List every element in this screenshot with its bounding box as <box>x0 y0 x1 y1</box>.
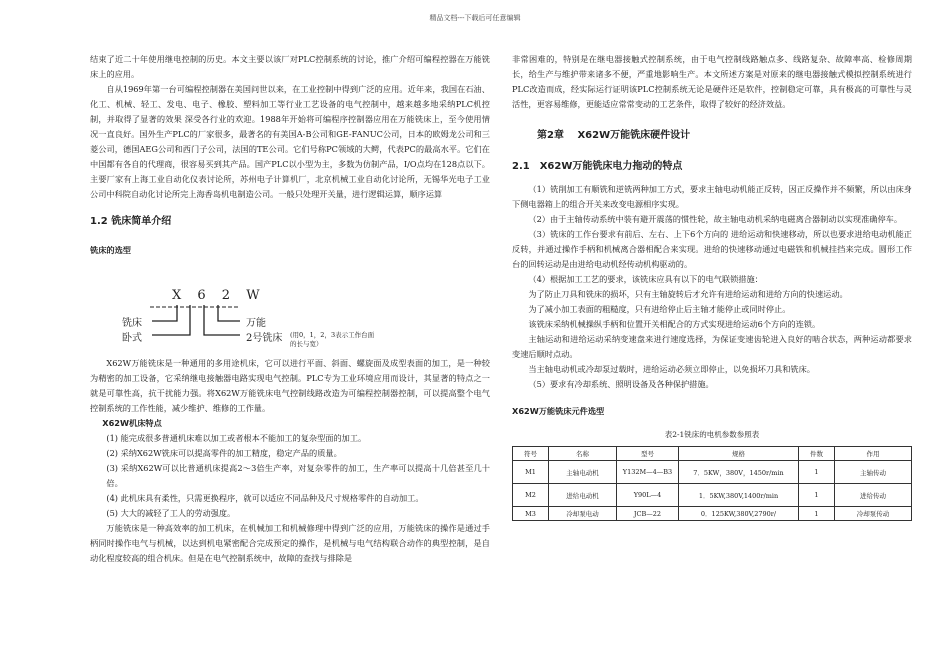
column-header: 规格 <box>679 447 799 461</box>
list-item: 主轴运动和进给运动采纳变速盘来进行速度选择，为保证变速齿轮进入良好的啮合状态，两种运动都要求变速后顺时点动。 <box>512 334 912 359</box>
model-code: X 6 2 W <box>172 288 266 303</box>
list-item: (3) 采纳X62W可以比普通机床提高2～3倍生产率，对复杂零件的加工，生产率可以提高十几倍甚至几十倍。 <box>106 463 490 488</box>
list-item: (1) 能完成很多普通机床难以加工或者根本不能加工的复杂型面的加工。 <box>106 433 367 443</box>
table-cell: M2 <box>513 484 549 507</box>
label-milling: 铣床 <box>122 318 142 329</box>
table-cell: 1 <box>799 484 835 507</box>
motor-parameter-table <box>512 446 912 521</box>
list-item: (2) 采纳X62W铣床可以提高零件的加工精度，稳定产品的质量。 <box>106 448 342 458</box>
model-code-diagram <box>90 258 490 350</box>
paragraph: 自从1969年第一台可编程控制器在美国问世以来，在工业控制中得到广泛的应用。近年来，我国在石油、化工、机械、轻工、发电、电子、橡胶、塑料加工等行业工艺设备的电气控制中，越来越多地采纳PLC机控制，并取得了显著的效果 深受各行业的欢迎。1988年开始将可编程序控制器应用在万能铣床上，至今使用情况一直良好。国外生产PLC的厂家很多，最著名的有美国A-B公司和GE-FANUC公司，日本的欧姆龙公司和三菱公司，德国AEG公司和西门子公司，法国的TE公司。它们号称PC领域的大鳄，代表PC的最高水平。它们在中国都有各自的代理商，很容易买到其产品。国产PLC以小型为主，多数为仿制产品，I/O点均在128点以下。主要厂家有上海工业自动化仪表讨论所，苏州电子计算机厂，北京机械工业自动化讨论所，无锡华光电子工业公司中科院自动化讨论所完上海香岛机电制造公司。一般只处理开关量，进行逻辑运算，顺序运算 <box>90 84 490 199</box>
list-item: 该铣床采纳机械操纵手柄和位置开关相配合的方式实现进给运动6个方向的连锁。 <box>528 319 821 329</box>
label-horizontal: 卧式 <box>122 333 142 344</box>
table-cell: 冷却泵电动 <box>549 507 617 521</box>
list-item: （2）由于主轴传动系统中装有避开震荡的惯性轮，故主轴电动机采纳电磁离合器制动以实现准确停车。 <box>528 214 903 224</box>
table-cell: 冷却泵传动 <box>835 507 912 521</box>
table-cell: 主轴电动机 <box>549 461 617 484</box>
table-cell: 进给电动机 <box>549 484 617 507</box>
column-header: 名称 <box>549 447 617 461</box>
table-cell: M3 <box>513 507 549 521</box>
table-cell: 1 <box>799 461 835 484</box>
subheading: 铣床的选型 <box>90 245 131 255</box>
paragraph: 非常困难的，特别是在继电器接触式控制系统，由于电气控制线路触点多、线路复杂、故障率高、检修周期长，给生产与维护带来诸多不便，严重地影响生产。本文所述方案是对原来的继电器接触式模拟控制系统进行PLC改造而成，经实际运行证明该PLC控制系统无论是硬件还是软件，控制稳定可靠，具有极高的可靠性与灵活性，更容易维修，更能适应常常变动的工艺条件，取得了较好的经济效益。 <box>512 54 912 109</box>
column-header: 作用 <box>835 447 912 461</box>
label-table-size-2: 的长与宽） <box>290 340 323 348</box>
list-item: （1）铣削加工有顺铣和逆铣两种加工方式，要求主轴电动机能正反转，因正反操作并不频繁，所以由床身下侧电器箱上的组合开关来改变电源相序实现。 <box>512 184 912 209</box>
table-cell: 进给传动 <box>835 484 912 507</box>
table-row <box>513 461 912 484</box>
section-heading: 2.1 X62W万能铣床电力拖动的特点 <box>512 161 683 172</box>
list-item: 为了防止刀具和铣床的损坏，只有主轴旋转后才允许有进给运动和进给方向的快速运动。 <box>528 289 848 299</box>
chapter-heading: 第2章 X62W万能铣床硬件设计 <box>537 130 691 141</box>
page-header: 精品文档---下载后可任意编辑 <box>429 14 521 22</box>
paragraph: 万能铣床是一种高效率的加工机床，在机械加工和机械修理中得到广泛的应用，万能铣床的操作是通过手柄同时操作电气与机械，以达到机电紧密配合完成预定的操作，是机械与电气结构联合动作的典型控制，是自动化程度较高的组合机床。但是在电气控制系统中，故障的查找与排除是 <box>90 523 490 563</box>
paragraph: 结束了近二十年使用继电控制的历史。本文主要以该厂对PLC控制系统的讨论，推广介绍可编程控器在万能铣床上的应用。 <box>90 54 490 79</box>
table-cell: 0．125KW,380V,2790r/ <box>679 507 799 521</box>
label-table-size: (用0，1，2，3表示工作台面 <box>290 331 375 339</box>
column-header: 件数 <box>799 447 835 461</box>
left-column <box>90 52 490 566</box>
table-header-row <box>513 447 912 461</box>
table-cell: JCB—22 <box>617 507 679 521</box>
table-cell: 1 <box>799 507 835 521</box>
table-cell: 1．5KW,380V,1400r/min <box>679 484 799 507</box>
table-cell: Y132M—4—B3 <box>617 461 679 484</box>
label-no2: 2号铣床 <box>246 333 283 344</box>
column-header: 符号 <box>513 447 549 461</box>
label-universal: 万能 <box>246 318 266 329</box>
table-row <box>513 484 912 507</box>
paragraph: X62W万能铣床是一种通用的多用途机床，它可以进行平面、斜面、螺旋面及成型表面的加工，是一种较为精密的加工设备，它采纳继电接触器电路实现电气控制。PLC专为工业环境应用而设计，其显著的特点之一就是可靠性高，抗干扰能力强。将X62W万能铣床电气控制线路改造为可编程控制器控制，可以提高整个电气控制系统的工作性能，减少维护、维修的工作量。 <box>90 358 490 413</box>
list-item: （3）铣床的工作台要求有前后、左右、上下6个方向的 进给运动和快速移动，所以也要求进给电动机能正反转，并通过操作手柄和机械离合器相配合来实现。进给的快速移动通过电磁铁和机械挂挡来完成。圆形工作台的回转运动是由进给电动机经传动机构驱动的。 <box>512 229 912 269</box>
right-column <box>512 52 912 521</box>
list-item: （5）要求有冷却系统、照明设备及各种保护措施。 <box>528 379 714 389</box>
table-row <box>513 507 912 521</box>
table-cell: 主轴传动 <box>835 461 912 484</box>
subheading: X62W机床特点 <box>102 418 162 428</box>
table-cell: Y90L—4 <box>617 484 679 507</box>
table-cell: 7．5KW，380V，1450r/min <box>679 461 799 484</box>
list-item: 当主轴电动机或冷却泵过载时，进给运动必须立即停止，以免损坏刀具和铣床。 <box>528 364 815 374</box>
section-heading: 1.2 铣床简单介绍 <box>90 216 172 227</box>
table-caption: 表2-1铣床的电机参数参照表 <box>664 430 760 439</box>
list-item: （4）根据加工工艺的要求，该铣床应具有以下的电气联锁措施： <box>528 274 763 284</box>
list-item: (5) 大大的减轻了工人的劳动强度。 <box>106 508 236 518</box>
subheading: X62W万能铣床元件选型 <box>512 406 605 416</box>
list-item: 为了减小加工表面的粗糙度，只有进给停止后主轴才能停止或同时停止。 <box>528 304 791 314</box>
column-header: 型号 <box>617 447 679 461</box>
list-item: (4) 此机床具有柔性，只需更换程序，就可以适应不同品种及尺寸规格零件的自动加工。 <box>106 493 424 503</box>
table-cell: M1 <box>513 461 549 484</box>
